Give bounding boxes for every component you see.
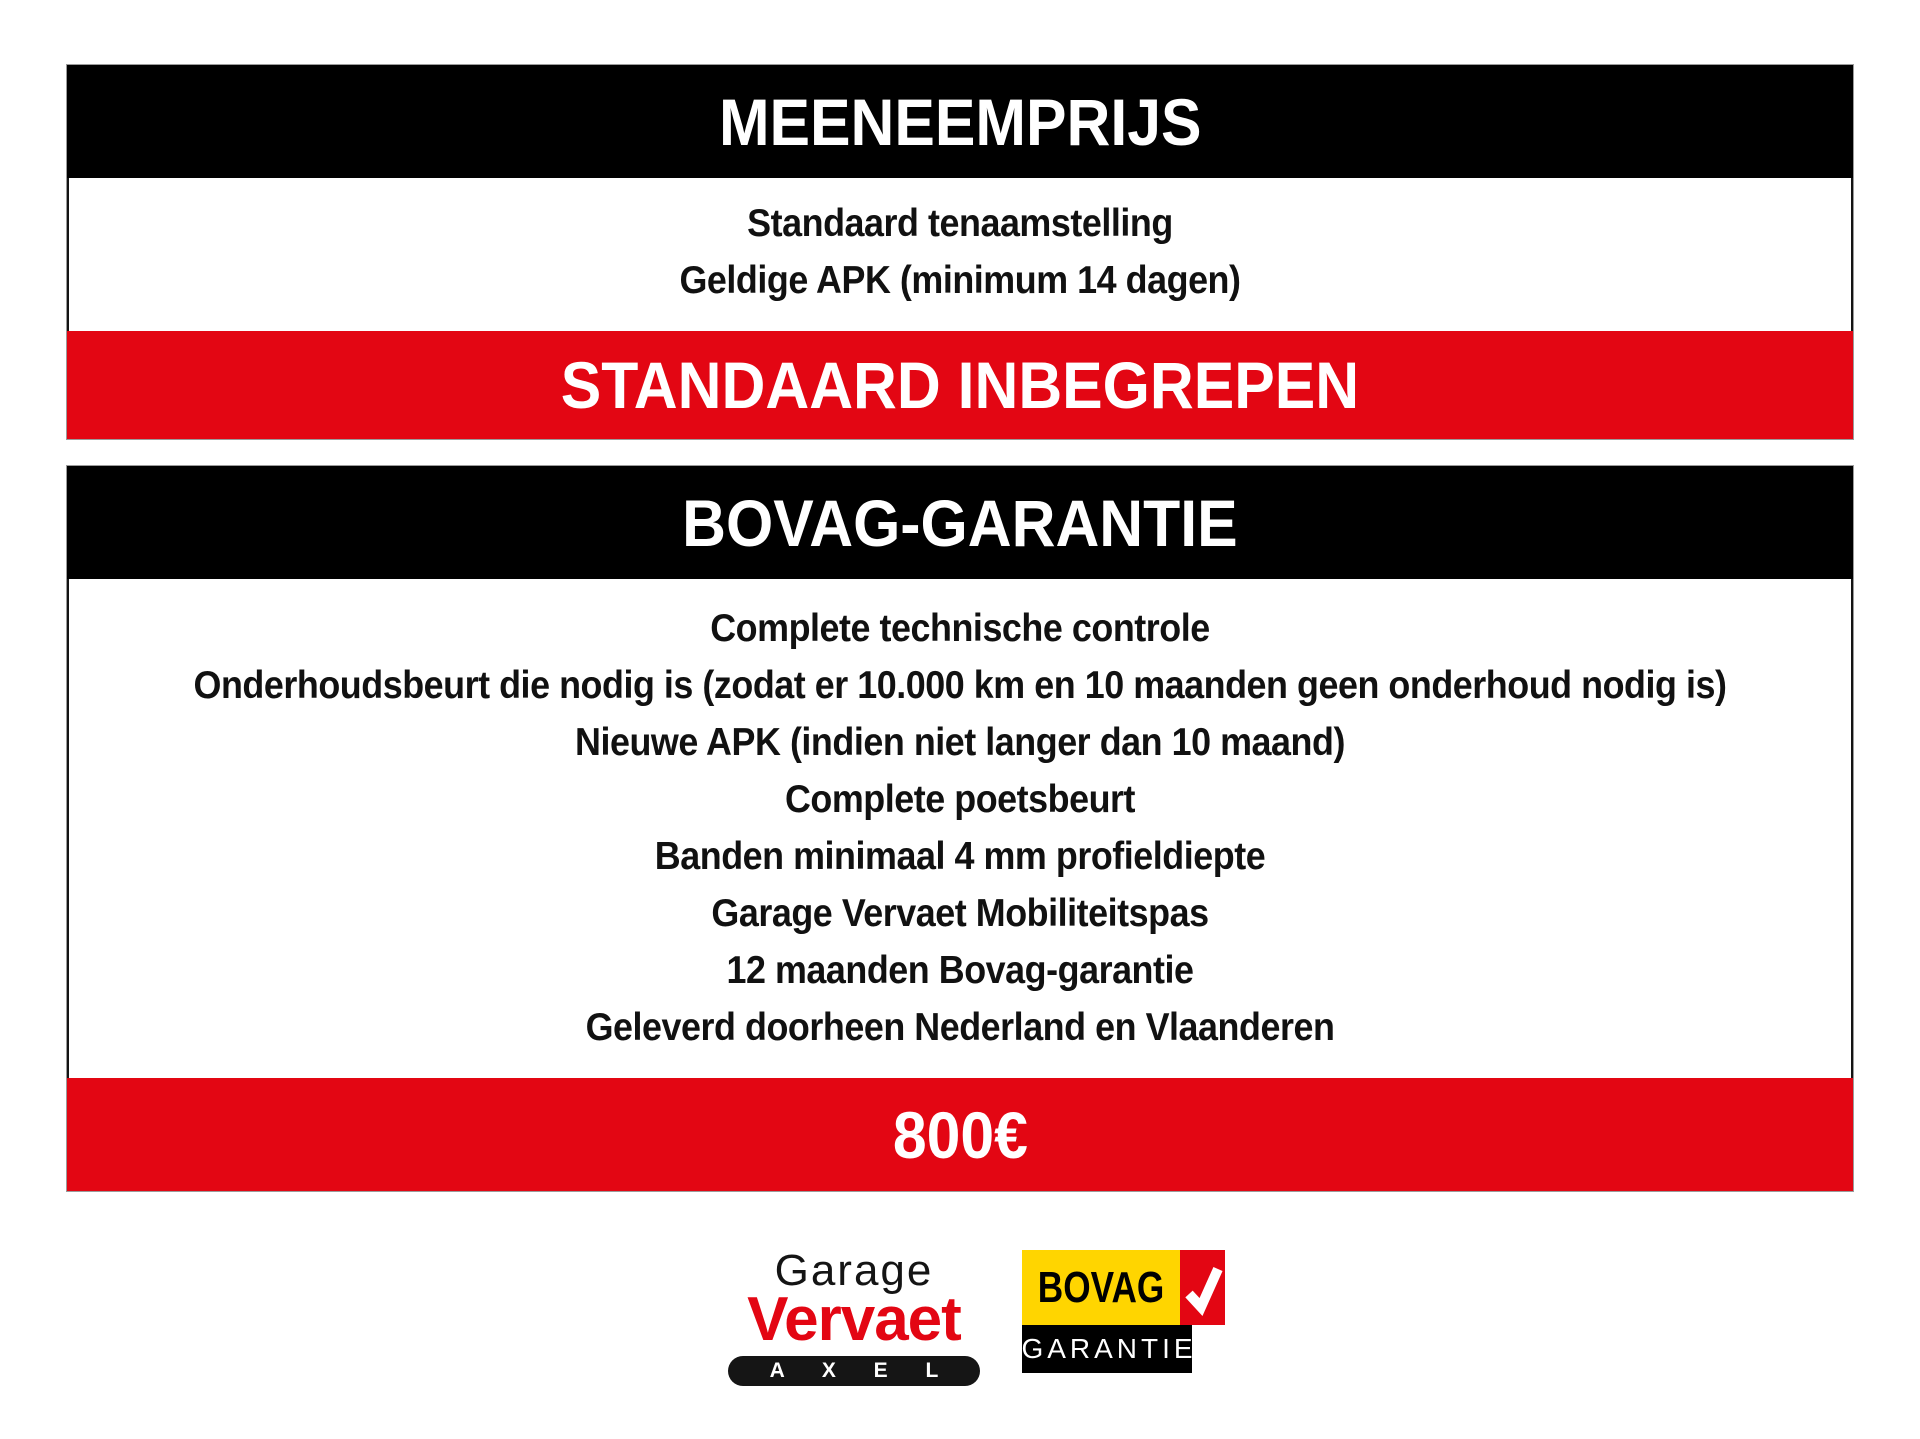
bovag-garantie-section (66, 465, 1854, 1192)
warranty-item: Complete poetsbeurt (784, 778, 1136, 821)
bovag-logo-yellow-field (1022, 1250, 1180, 1325)
bovag-logo-top (1022, 1250, 1192, 1325)
bovag-logo-red-field (1180, 1250, 1225, 1325)
footer-logos (0, 1192, 1920, 1386)
bovag-garantie-logo (1021, 1250, 1197, 1373)
bovag-garantie-header-label: BOVAG-GARANTIE (682, 485, 1238, 560)
warranty-item: Geleverd doorheen Nederland en Vlaanderen (585, 1006, 1335, 1049)
condition-item: Standaard tenaamstelling (747, 202, 1173, 245)
condition-item: Geldige APK (minimum 14 dagen) (679, 259, 1241, 302)
bovag-garantie-items (67, 579, 1853, 1078)
warranty-item: 12 maanden Bovag-garantie (726, 949, 1194, 992)
price-banner (67, 1078, 1853, 1191)
meeneemprijs-header-banner (67, 65, 1853, 178)
standaard-inbegrepen-banner (67, 331, 1853, 439)
price-board (66, 64, 1854, 1192)
bovag-garantie-header-banner (67, 466, 1853, 579)
checkmark-icon (1180, 1250, 1225, 1325)
meeneemprijs-section (66, 64, 1854, 440)
meeneemprijs-conditions (67, 178, 1853, 331)
warranty-item: Banden minimaal 4 mm profieldiepte (654, 835, 1266, 878)
garage-vervaet-axel-badge: A X E L (728, 1356, 980, 1386)
bovag-logo-wordmark: BOVAG (1037, 1262, 1165, 1312)
garage-vervaet-logo-line1: Garage (774, 1246, 934, 1295)
price-label: 800€ (892, 1097, 1028, 1172)
garage-vervaet-logo (728, 1246, 980, 1386)
warranty-item: Onderhoudsbeurt die nodig is (zodat er 10.000 km en 10 maanden geen onderhoud nodig is) (193, 664, 1727, 707)
garage-vervaet-logo-line2: Vervaet (747, 1285, 961, 1354)
meeneemprijs-header-label: MEENEEMPRIJS (718, 84, 1202, 159)
standaard-inbegrepen-label: STANDAARD INBEGREPEN (560, 348, 1360, 422)
section-divider (66, 440, 1854, 465)
warranty-item: Complete technische controle (710, 607, 1210, 650)
bovag-logo-garantie-label: GARANTIE (1022, 1325, 1192, 1373)
warranty-item: Garage Vervaet Mobiliteitspas (711, 892, 1209, 935)
warranty-item: Nieuwe APK (indien niet langer dan 10 maand) (575, 721, 1345, 764)
